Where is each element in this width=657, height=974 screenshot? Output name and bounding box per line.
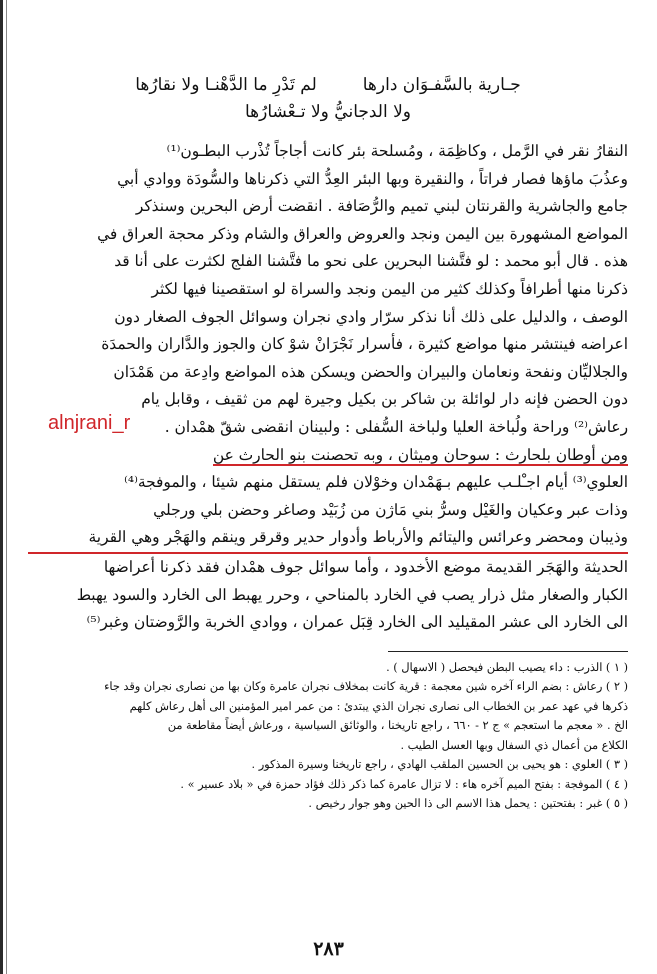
- body-line: الحديثة والهَجَر القديمة موضع الأخدود ، وأما سوائل جوف همْدان فقد ذكرنا أعراضها: [103, 557, 628, 576]
- body-paragraph-1: [28, 138, 628, 442]
- footnotes: [28, 658, 628, 814]
- footnote: الخ . « معجم ما استعجم » ج ٢ - ٦٦٠ ، راجع تاريخنا ، والوثائق السياسية ، ورعاش أيضاً مقاطعة من: [167, 719, 628, 733]
- footnote: ( ٣ ) العلوي : هو يحيى بن الحسين الملقب الهادي ، راجع تاريخنا وسيرة المذكور .: [251, 758, 628, 772]
- footnote-separator: [388, 651, 628, 652]
- body-line: والجلاليِّان ونفحة ونعامان والبيران والحضن ويسكن هذه المواضع وادِعة من هَمْدَان: [113, 362, 628, 381]
- body-line: النقارُ نقر في الرَّمل ، وكاظِمَة ، ومُسلحة بئر كانت أجاجاً تُذْرب البطـون⁽¹⁾: [166, 142, 628, 160]
- poem-line-2: ولا الدجانيُّ ولا تـعْشارُها: [244, 102, 412, 122]
- body-line: العلوي⁽³⁾ أيام اجـْلـب عليهم بـهَمْدان وخوْلان فلم يستقل منهم شيئا ، والموفجة⁽⁴⁾: [124, 473, 628, 492]
- red-underline-mark: ومن أوطان بلحارث : سوحان وميثان ، وبه تحصنت بنو الحارث عن: [212, 445, 628, 464]
- body-line-underlined: وذيبان ومحضر وعرائس واليتائم والأرباط وأدوار حدير وقرقر وينقم والهَجْر وهي القرية: [28, 524, 628, 554]
- body-line: اعراضه فينتشر منها مواضع كثيرة ، فأسرار نَجْرَانْ شوْ كان والجوز والدَّاران والحمدَة: [101, 335, 628, 354]
- body-line: الى الخارد الى عشر المقيليد الى الخارد قِبَل عمران ، ووادي الخربة والرَّوضتان وغبر⁽⁵⁾: [86, 613, 628, 632]
- page-number: ٢٨٣: [313, 938, 344, 960]
- footnote: ( ٢ ) رعاش : بضم الراء آخره شين معجمة : قرية كانت بمخلاف نجران عامرة وكان بها من نصارى نجران وقد جاء: [104, 680, 628, 694]
- footnote: ( ١ ) الذرب : داء يصيب البطن فيحصل ( الاسهال ) .: [386, 660, 628, 674]
- body-line: ذكرنا منها أطرافاً وكذلك كثير من اليمن ونجد والسراة لو استقصينا فيها لكثر: [151, 279, 628, 298]
- underlined-line: [28, 442, 628, 470]
- body-line: رعاش⁽²⁾ وراحة ولُباخة العليا ولباخة السُّفلى : ولبينان انقضى شقّ همْدان .: [164, 417, 628, 436]
- poem-hemistich-left: لم تَدْرِ ما الدَّهْنـا ولا نقارُها: [135, 75, 317, 95]
- poem-verse: [28, 72, 628, 126]
- book-page: [28, 72, 628, 814]
- footnote: ( ٤ ) الموفجة : بفتح الميم آخره هاء : لا تزال عامرة كما ذكر ذلك فؤاد حمزة في « بلاد عسير » .: [180, 777, 628, 791]
- body-line: المواضع المشهورة بين اليمن ونجد والعروض والعراق والشام وذكر محجة العراق في: [97, 224, 628, 243]
- footnote: الكلاع من أعمال ذي السفال وبها العسل الطيب .: [400, 738, 628, 752]
- body-line: دون الحضن فإنه دار لوائلة بن شاكر بن بكيل وجيرة لهم من ثقيف ، وقابل يام: [141, 390, 628, 409]
- footnote: ذكرها في عهد عمر بن الخطاب الى نصارى نجران الذي يبتدئ : من عمر امير المؤمنين الى أهل رعاش كلهم: [129, 699, 628, 713]
- poem-hemistich-right: جـارية بالسَّفـوَان دارها: [362, 75, 521, 95]
- body-line: هذه . قال أبو محمد : لو فتَّشنا البحرين على نحو ما فتَّشنا الفلج لكثرت على أنا قد: [114, 252, 628, 271]
- body-line: الكبار والصغار مثل ذرار يصب في الخارد بالمناحي ، وحرر يهبط الى الخارد والسود يهبط: [76, 585, 628, 604]
- body-line: جامع والجاشرية والقرنتان لبني تميم والرُّصَافة . انقضت أرض البحرين وسنذكر: [135, 197, 628, 216]
- body-line: وعذُبَ ماؤها فصار فراتاً ، والنقيرة وبها البئر العِدُّ التي ذكرناها والسُّودَة ووادي أبي: [117, 169, 628, 188]
- body-line: وذات عبر وعكيان والغَيْل وسرُّ بني مَاژن من زُبَيْد وصاغر وحضن بلي ورجلي: [153, 500, 628, 519]
- body-line: الوصف ، والدليل على ذلك أنا نذكر سرّار وادي نجران وسوائل الجوف الصغار دون: [114, 307, 628, 326]
- page-edge-rule: [0, 0, 3, 974]
- watermark-text: alnjrani_r: [48, 411, 131, 434]
- page-edge-rule-inner: [6, 0, 7, 974]
- body-paragraph-2: [28, 442, 628, 637]
- poem-line-1: [28, 72, 628, 99]
- footnote: ( ٥ ) غبر : بفتحتين : يحمل هذا الاسم الى ذا الحين وهو جوار رخيص .: [308, 797, 628, 811]
